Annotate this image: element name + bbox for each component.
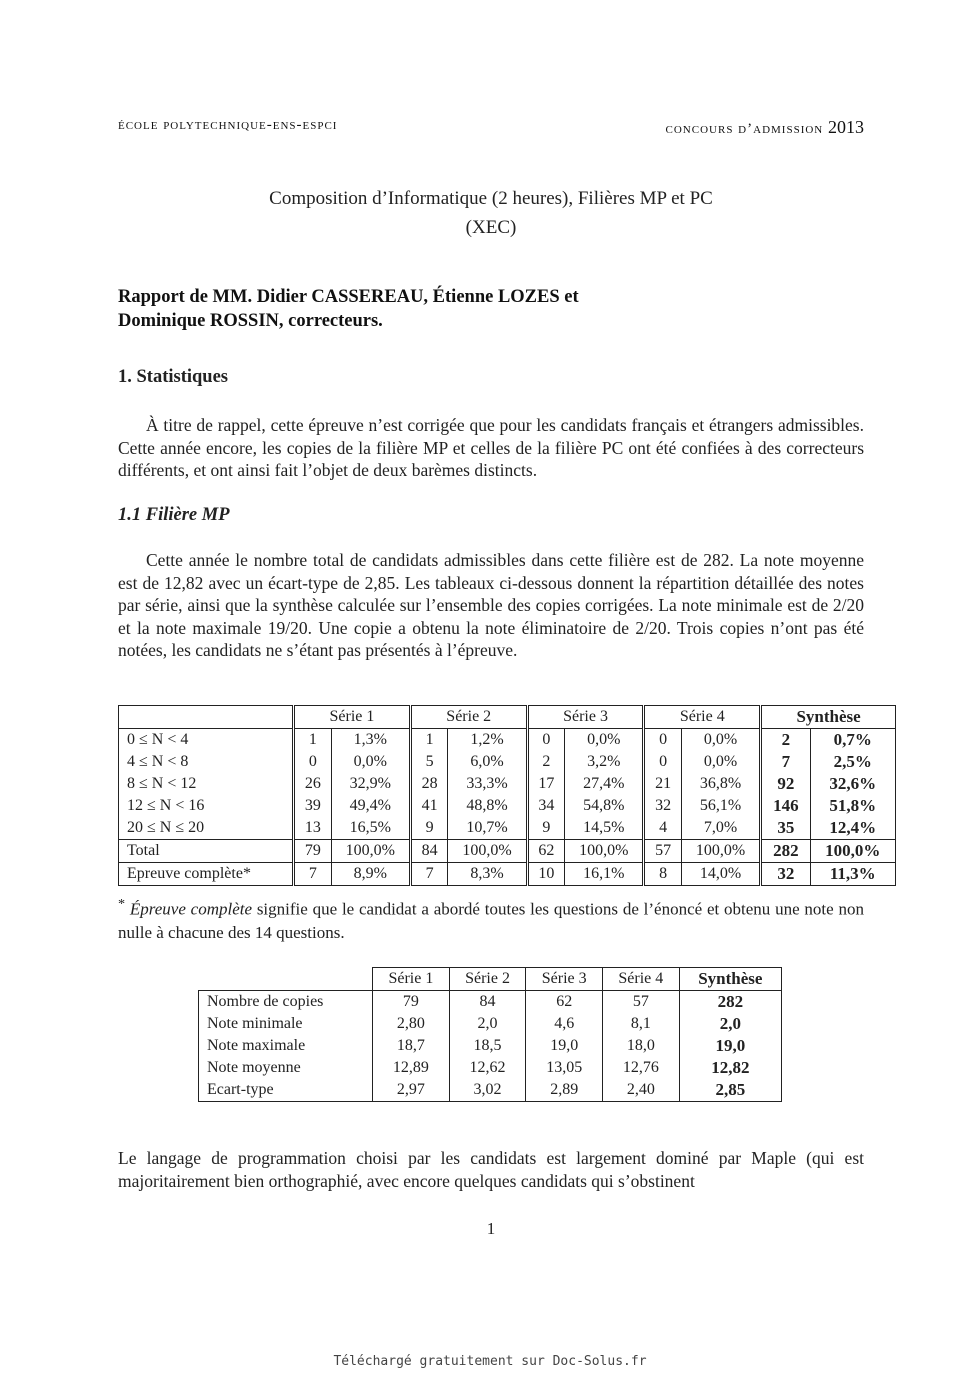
percent-cell: 48,8% [448,795,527,817]
col-header-serie-2: Série 2 [449,968,526,991]
count-cell: 32 [761,863,810,886]
title-line-2: (XEC) [465,217,517,238]
paragraph-rappel: À titre de rappel, cette épreuve n’est corrigée que pour les candidats français et étrangers admissibles. Cette année encore, les copies de la filière MP et celles de la filière PC ont été confiées à des correcteurs différents, et ont ainsi fait l’objet de deux barèmes distincts. [118,415,864,480]
col-header-serie-2: Série 2 [410,706,527,729]
percent-cell: 0,0% [681,751,760,773]
percent-cell: 56,1% [681,795,760,817]
value-cell: 2,80 [373,1013,450,1035]
value-cell: 2,97 [373,1079,450,1102]
value-cell: 13,05 [526,1057,603,1079]
percent-cell: 7,0% [681,817,760,840]
percent-cell: 100,0% [331,840,410,863]
table-row [199,991,782,1014]
percent-cell: 12,4% [810,817,895,840]
table-row [119,751,896,773]
table-row [119,817,896,840]
count-cell: 62 [527,840,565,863]
value-cell: 2,0 [449,1013,526,1035]
authors [118,285,864,333]
count-cell: 146 [761,795,810,817]
percent-cell: 14,0% [681,863,760,886]
percent-cell: 0,0% [565,729,644,752]
percent-cell: 49,4% [331,795,410,817]
col-header-synthese: Synthèse [679,968,781,991]
col-header-serie-4: Série 4 [644,706,761,729]
table-row [119,795,896,817]
percent-cell: 33,3% [448,773,527,795]
value-cell: 19,0 [679,1035,781,1057]
value-cell: 18,7 [373,1035,450,1057]
col-header-serie-4: Série 4 [603,968,680,991]
percent-cell: 100,0% [810,840,895,863]
table-row [119,840,896,863]
percent-cell: 100,0% [681,840,760,863]
value-cell: 84 [449,991,526,1014]
table-row [119,863,896,886]
header-institution: école polytechnique-ens-espci [118,117,338,133]
percent-cell: 2,5% [810,751,895,773]
percent-cell: 54,8% [565,795,644,817]
row-label: Nombre de copies [199,991,373,1014]
count-cell: 41 [410,795,448,817]
row-label: 12 ≤ N < 16 [119,795,294,817]
col-header-serie-3: Série 3 [526,968,603,991]
table-header-row [119,706,896,729]
table-row [119,729,896,752]
count-cell: 1 [294,729,332,752]
count-cell: 8 [644,863,682,886]
percent-cell: 0,7% [810,729,895,752]
count-cell: 13 [294,817,332,840]
percent-cell: 1,3% [331,729,410,752]
percent-cell: 36,8% [681,773,760,795]
table-row [199,1057,782,1079]
percent-cell: 32,9% [331,773,410,795]
authors-line-2: Dominique ROSSIN, correcteurs. [118,311,383,331]
page-number: 1 [486,1219,496,1238]
percent-cell: 27,4% [565,773,644,795]
table-row [199,1035,782,1057]
document-page [118,0,881,1387]
count-cell: 84 [410,840,448,863]
percent-cell: 0,0% [681,729,760,752]
value-cell: 12,62 [449,1057,526,1079]
percent-cell: 100,0% [565,840,644,863]
footnote: * Épreuve complète signifie que le candidat a abordé toutes les questions de l’énoncé et obtenu une note non nulle à chacune des 14 questions. [118,896,864,942]
table-row [199,1013,782,1035]
col-header-serie-1: Série 1 [294,706,411,729]
count-cell: 32 [644,795,682,817]
count-cell: 2 [527,751,565,773]
download-watermark: Téléchargé gratuitement sur Doc-Solus.fr [333,1354,647,1369]
count-cell: 1 [410,729,448,752]
section-heading-filiere-mp: 1.1 Filière MP [118,505,230,525]
table-row [199,1079,782,1102]
row-label: Ecart-type [199,1079,373,1102]
page-header [118,117,864,138]
value-cell: 62 [526,991,603,1014]
percent-cell: 11,3% [810,863,895,886]
value-cell: 18,0 [603,1035,680,1057]
header-year: 2013 [828,117,864,137]
percent-cell: 16,5% [331,817,410,840]
count-cell: 0 [527,729,565,752]
value-cell: 79 [373,991,450,1014]
value-cell: 12,82 [679,1057,781,1079]
count-cell: 0 [644,729,682,752]
count-cell: 28 [410,773,448,795]
row-label: 4 ≤ N < 8 [119,751,294,773]
summary-statistics-table [198,967,782,1102]
count-cell: 2 [761,729,810,752]
count-cell: 34 [527,795,565,817]
count-cell: 10 [527,863,565,886]
header-exam: concours d’admission 2013 [665,117,864,137]
footnote-term: Épreuve complète [129,899,253,919]
count-cell: 7 [294,863,332,886]
value-cell: 12,76 [603,1057,680,1079]
grade-distribution-table [118,705,896,886]
count-cell: 5 [410,751,448,773]
authors-line-1: Rapport de MM. Didier CASSEREAU, Étienne LOZES et [118,287,579,307]
row-label: 8 ≤ N < 12 [119,773,294,795]
paragraph-langage: Le langage de programmation choisi par les candidats est largement dominé par Maple (qui est majoritairement bien orthographié, avec encore quelques candidats qui s’obstinent [118,1148,864,1191]
value-cell: 2,85 [679,1079,781,1102]
count-cell: 26 [294,773,332,795]
percent-cell: 51,8% [810,795,895,817]
count-cell: 92 [761,773,810,795]
count-cell: 7 [410,863,448,886]
percent-cell: 32,6% [810,773,895,795]
row-label: Note moyenne [199,1057,373,1079]
row-label: Epreuve complète* [119,863,294,886]
value-cell: 3,02 [449,1079,526,1102]
col-header-serie-1: Série 1 [373,968,450,991]
row-label: Note minimale [199,1013,373,1035]
percent-cell: 10,7% [448,817,527,840]
value-cell: 4,6 [526,1013,603,1035]
row-label: Total [119,840,294,863]
count-cell: 9 [410,817,448,840]
value-cell: 2,0 [679,1013,781,1035]
count-cell: 282 [761,840,810,863]
value-cell: 12,89 [373,1057,450,1079]
count-cell: 21 [644,773,682,795]
footnote-text: signifie que le candidat a abordé toutes les questions de l’énoncé et obtenu une note non nulle à chacune des 14 questions. [118,899,864,942]
count-cell: 17 [527,773,565,795]
value-cell: 2,40 [603,1079,680,1102]
value-cell: 8,1 [603,1013,680,1035]
percent-cell: 16,1% [565,863,644,886]
table-header-row [199,968,782,991]
value-cell: 282 [679,991,781,1014]
row-label: 0 ≤ N < 4 [119,729,294,752]
percent-cell: 6,0% [448,751,527,773]
count-cell: 35 [761,817,810,840]
value-cell: 57 [603,991,680,1014]
count-cell: 4 [644,817,682,840]
document-title [118,184,864,242]
percent-cell: 8,3% [448,863,527,886]
count-cell: 39 [294,795,332,817]
table-row [119,773,896,795]
percent-cell: 8,9% [331,863,410,886]
percent-cell: 14,5% [565,817,644,840]
paragraph-filiere-mp: Cette année le nombre total de candidats admissibles dans cette filière est de 282. La note moyenne est de 12,82 avec un écart-type de 2,85. Les tableaux ci-dessous donnent la répartition détaillée des notes par série, ainsi que la synthèse calculée sur l’ensemble des copies corrigées. La note minimale est de 2/20 et la note maximale 19/20. Une copie a obtenu la note éliminatoire de 2/20. Trois copies n’ont pas été notées, les candidats ne s’étant pas présentés à l’épreuve. [118,550,864,660]
col-header-serie-3: Série 3 [527,706,644,729]
count-cell: 9 [527,817,565,840]
percent-cell: 3,2% [565,751,644,773]
count-cell: 0 [294,751,332,773]
percent-cell: 1,2% [448,729,527,752]
value-cell: 18,5 [449,1035,526,1057]
percent-cell: 100,0% [448,840,527,863]
col-header-synthese: Synthèse [761,706,896,729]
count-cell: 7 [761,751,810,773]
value-cell: 2,89 [526,1079,603,1102]
title-line-1: Composition d’Informatique (2 heures), Filières MP et PC [269,188,713,209]
value-cell: 19,0 [526,1035,603,1057]
count-cell: 0 [644,751,682,773]
row-label: Note maximale [199,1035,373,1057]
count-cell: 57 [644,840,682,863]
section-heading-statistiques: 1. Statistiques [118,367,228,387]
count-cell: 79 [294,840,332,863]
percent-cell: 0,0% [331,751,410,773]
row-label: 20 ≤ N ≤ 20 [119,817,294,840]
